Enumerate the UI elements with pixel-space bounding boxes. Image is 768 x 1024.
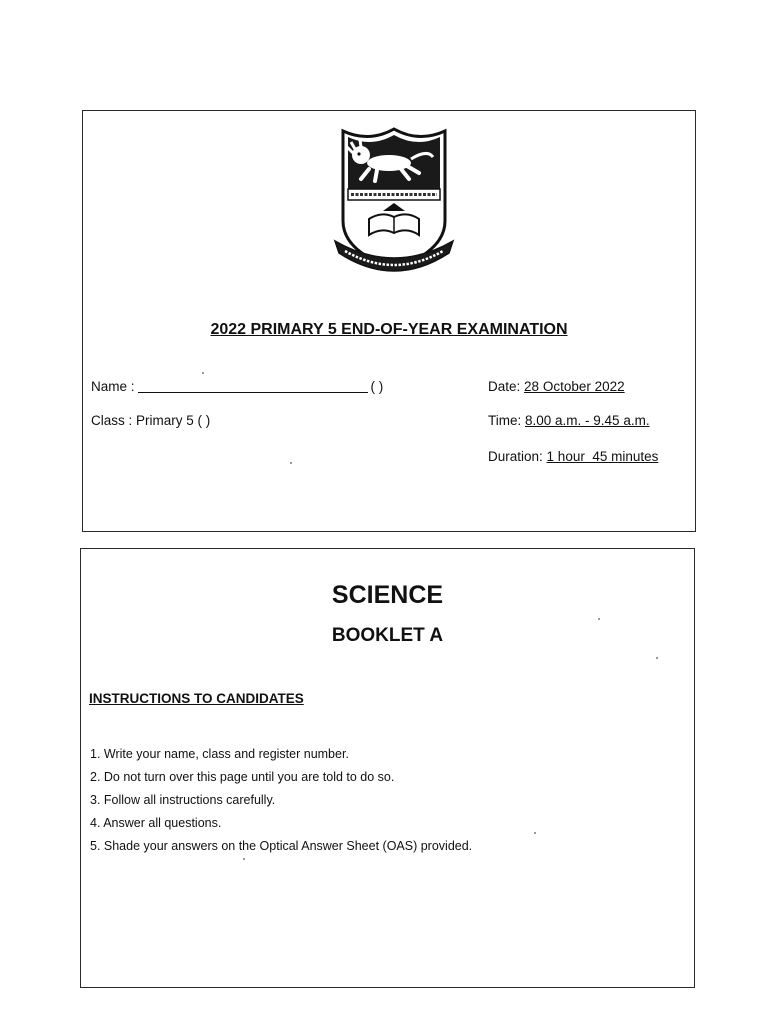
exam-header-box xyxy=(82,110,696,532)
subject-title: SCIENCE xyxy=(331,581,444,609)
name-blank-line[interactable] xyxy=(138,392,368,393)
scan-speck xyxy=(202,372,204,374)
scan-speck xyxy=(656,657,658,659)
date-value: 28 October 2022 xyxy=(524,379,625,394)
class-field: Class : Primary 5 ( ) xyxy=(91,413,211,428)
name-field[interactable] xyxy=(91,379,383,394)
name-label: Name : xyxy=(91,379,135,394)
scan-speck xyxy=(290,462,292,464)
scan-speck xyxy=(598,618,600,620)
register-number-brackets: ( ) xyxy=(370,379,384,394)
instructions-heading: INSTRUCTIONS TO CANDIDATES xyxy=(89,691,304,706)
instruction-item: 3. Follow all instructions carefully. xyxy=(90,793,276,807)
subject-instructions-box xyxy=(80,548,695,988)
time-value: 8.00 a.m. - 9.45 a.m. xyxy=(525,413,650,428)
instruction-item: 4. Answer all questions. xyxy=(90,816,222,830)
date-field xyxy=(488,379,625,394)
duration-label: Duration: xyxy=(488,449,543,464)
duration-field xyxy=(488,449,658,464)
scan-speck xyxy=(243,858,245,860)
scan-speck xyxy=(534,832,536,834)
instruction-item: 1. Write your name, class and register number. xyxy=(90,747,349,761)
time-field xyxy=(488,413,650,428)
duration-value: 1 hour 45 minutes xyxy=(546,449,659,464)
instructions-list xyxy=(90,746,472,861)
school-crest-logo xyxy=(331,123,457,279)
date-label: Date: xyxy=(488,379,521,394)
instruction-item: 2. Do not turn over this page until you are told to do so. xyxy=(90,770,395,784)
time-label: Time: xyxy=(488,413,522,428)
booklet-title: BOOKLET A xyxy=(331,625,444,646)
exam-title: 2022 PRIMARY 5 END-OF-YEAR EXAMINATION xyxy=(210,321,568,338)
instruction-item: 5. Shade your answers on the Optical Answer Sheet (OAS) provided. xyxy=(90,839,473,853)
